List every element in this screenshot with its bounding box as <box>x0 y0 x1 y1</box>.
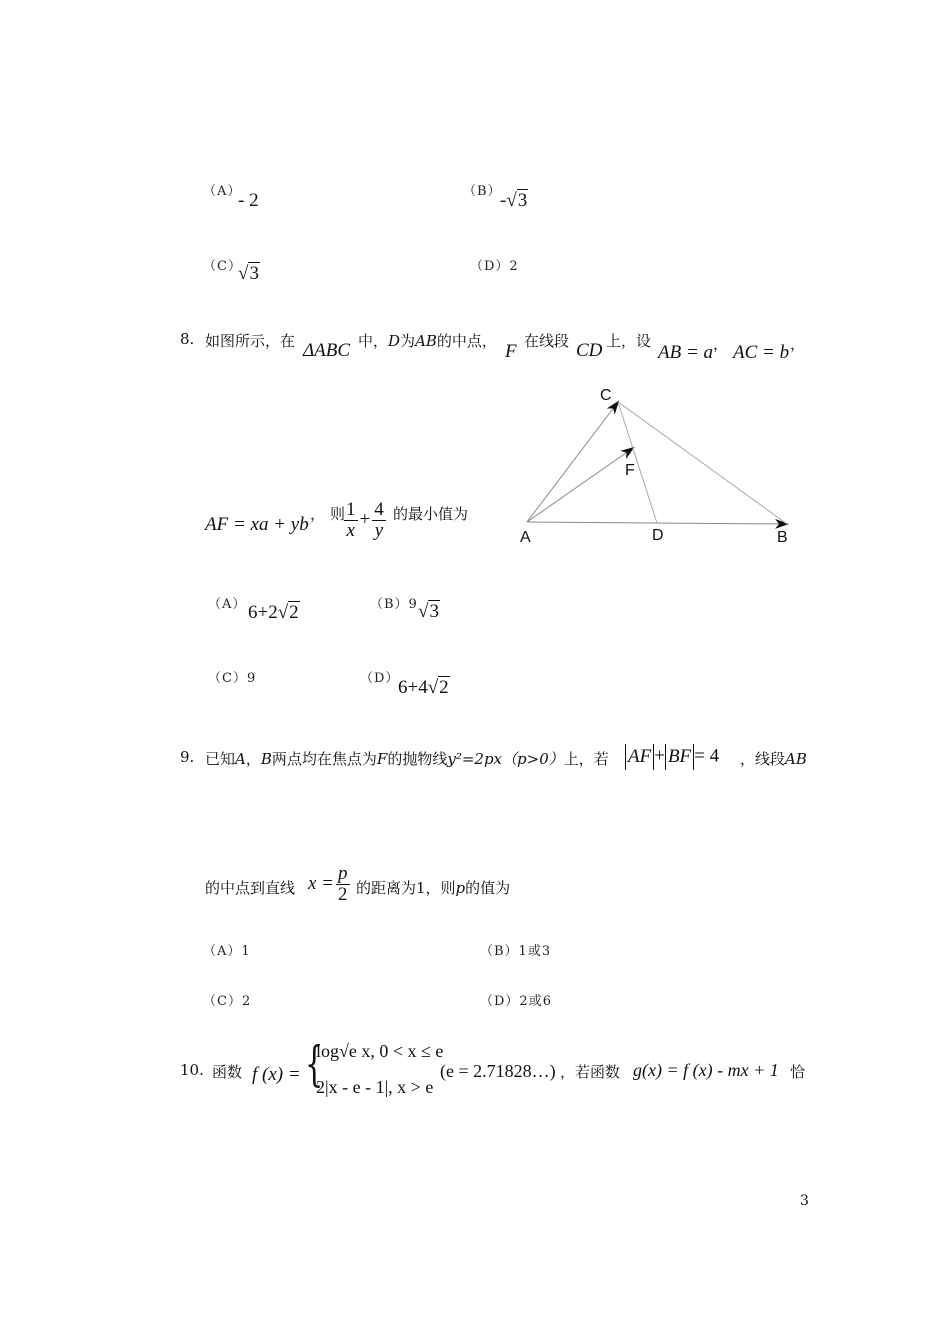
radicand: 3 <box>517 190 528 211</box>
denominator: 2 <box>338 884 348 905</box>
text: 的值为 <box>465 879 511 897</box>
q8-option-b-label: （B）9 <box>370 597 418 612</box>
vector-ac <box>527 402 618 522</box>
q10-fx: f (x) = <box>252 1064 301 1085</box>
text: 的距离为1，则 <box>356 879 456 897</box>
q8-option-d-value <box>398 677 450 699</box>
q9-option-d: （D）2或6 <box>480 994 552 1009</box>
parabola-equation: y²=2px（p>0） <box>447 750 564 768</box>
var-ab: AB <box>785 750 807 768</box>
q10-case-2: 2|x - e - 1|, x > e <box>316 1077 434 1097</box>
page-number: 3 <box>800 1193 809 1209</box>
segment-cb <box>618 402 787 524</box>
q8-var-cd: CD <box>576 340 603 361</box>
text: ，线段 <box>740 750 786 768</box>
numerator: 1 <box>346 499 356 520</box>
q8-tail: 的最小值为 <box>393 505 469 523</box>
vector-af <box>527 448 633 522</box>
q8-comma: ， <box>790 335 806 353</box>
q9-abs-expression <box>625 744 719 770</box>
q7-option-b-label: （B） <box>463 184 502 199</box>
sqrt-sign: √2 <box>277 602 299 623</box>
q8-text-5: 在线段 <box>524 332 570 350</box>
q8-option-d-label: （D） <box>360 671 400 686</box>
text: 6+2 <box>248 602 278 623</box>
text: 上，若 <box>563 750 609 768</box>
q9-line-equation <box>308 864 352 905</box>
q8-eq-ab: AB = a <box>658 342 714 363</box>
q8-option-c: （C）9 <box>208 671 257 686</box>
var-a: A <box>235 750 246 768</box>
fraction <box>344 500 358 541</box>
q8-text-2 <box>358 330 497 351</box>
segment-cd <box>618 402 657 523</box>
q9-text-1 <box>205 748 609 769</box>
triangle-figure <box>500 375 820 555</box>
q8-number: 8. <box>180 330 195 348</box>
q8-then: 则 <box>330 505 346 523</box>
sqrt-sign: √3 <box>238 263 259 284</box>
q8-text-1: 如图所示，在 <box>205 332 296 350</box>
q10-gx: g(x) = f (x) - mx + 1 <box>633 1060 779 1080</box>
denominator: y <box>374 520 384 541</box>
q8-option-a-label: （A） <box>208 597 247 612</box>
q7-option-b-value <box>500 190 528 212</box>
var-b: B <box>260 750 272 768</box>
x-equals: x = <box>308 872 335 894</box>
var-d: D <box>388 332 401 350</box>
piecewise-brace: { <box>305 1036 324 1092</box>
radicand: 3 <box>429 601 439 622</box>
minus-sign: - <box>500 190 507 211</box>
q8-comma: ， <box>310 505 326 523</box>
radicand: 2 <box>289 602 299 623</box>
q7-option-a-label: （A） <box>203 184 242 199</box>
q7-option-d: （D）2 <box>470 259 519 274</box>
q8-expression <box>342 500 388 541</box>
numerator: p <box>338 863 348 884</box>
q8-option-b-value <box>418 601 440 623</box>
plus-sign: + <box>654 745 665 767</box>
equals-four: = 4 <box>694 745 720 767</box>
q7-option-c-label: （C） <box>203 259 242 274</box>
q8-var-f: F <box>505 341 517 362</box>
q7-option-a-value: - 2 <box>238 190 259 211</box>
text: ， <box>245 750 261 768</box>
point-label-c: C <box>600 387 612 404</box>
q9-text-7 <box>356 877 510 898</box>
plus-sign: + <box>359 508 371 530</box>
abs-bf: BF <box>665 744 694 770</box>
text: 为 <box>400 332 416 350</box>
text: 的中点， <box>436 332 497 350</box>
radicand: 2 <box>439 677 449 698</box>
numerator: 4 <box>374 499 384 520</box>
sqrt-sign: √2 <box>427 677 449 698</box>
q10-e-constant: (e = 2.71828…) <box>440 1061 556 1081</box>
q8-eq-ac: AC = b <box>733 342 790 363</box>
point-label-d: D <box>652 527 664 544</box>
sqrt-sign: √3 <box>418 601 439 622</box>
var-ab: AB <box>415 332 437 350</box>
q8-eq-af: AF = xa + yb <box>205 514 309 535</box>
q9-option-a: （A）1 <box>203 944 251 959</box>
q8-triangle: ΔABC <box>303 340 351 361</box>
q10-number: 10. <box>180 1061 204 1079</box>
sqrt-sign: √3 <box>506 190 528 211</box>
text: 中， <box>358 332 389 350</box>
q9-text-5 <box>740 748 807 769</box>
text: 已知 <box>205 750 236 768</box>
q9-option-b: （B）1或3 <box>480 944 552 959</box>
var-p: p <box>455 879 466 897</box>
var-f: F <box>376 750 388 768</box>
text: 6+4 <box>398 677 428 698</box>
text: 两点均在焦点为 <box>271 750 377 768</box>
denominator: x <box>346 520 355 541</box>
fraction <box>336 864 350 905</box>
q9-text-6: 的中点到直线 <box>205 879 296 897</box>
point-label-f: F <box>625 462 635 479</box>
q10-text-1: 函数 <box>212 1063 243 1081</box>
q10-text-2: ，若函数 <box>560 1063 621 1081</box>
q10-case-1: log√e x, 0 < x ≤ e <box>316 1041 444 1061</box>
q8-option-a-value <box>248 602 300 624</box>
q8-text-6: 上，设 <box>606 332 652 350</box>
fraction <box>372 500 386 541</box>
q7-option-c-value <box>238 263 260 285</box>
point-label-b: B <box>777 529 788 546</box>
radicand: 3 <box>249 263 259 284</box>
q10-text-3: 恰 <box>790 1063 806 1081</box>
q9-number: 9. <box>180 748 195 766</box>
text: 的抛物线 <box>387 750 448 768</box>
abs-af: AF <box>625 744 654 770</box>
q8-comma: ， <box>713 335 729 353</box>
q9-option-c: （C）2 <box>203 994 252 1009</box>
point-label-a: A <box>520 529 531 546</box>
